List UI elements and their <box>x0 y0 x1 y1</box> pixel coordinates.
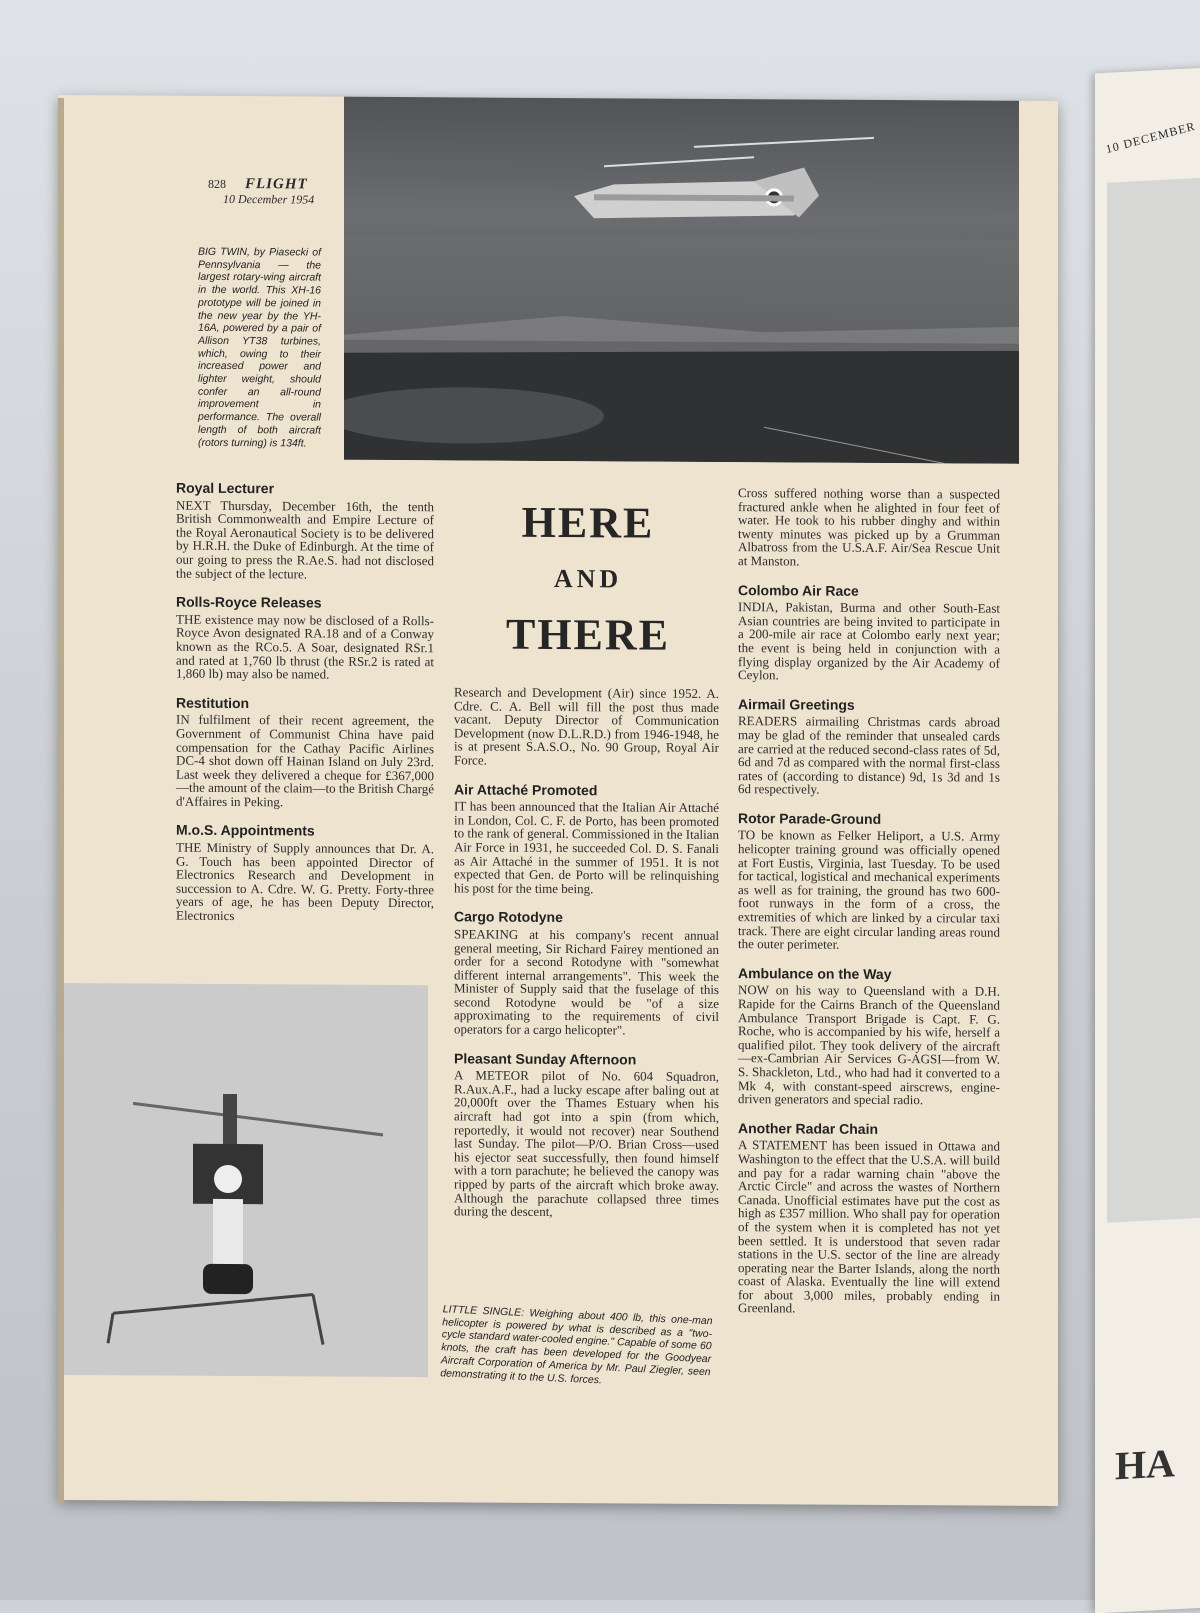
article-heading: Restitution <box>176 694 250 711</box>
issue-date: 10 December 1954 <box>223 191 315 207</box>
masthead-here: HERE <box>521 497 655 548</box>
column-left <box>176 479 434 940</box>
column-right <box>738 486 1000 1333</box>
article-heading: Pleasant Sunday Afternoon <box>454 1050 637 1068</box>
article-heading: M.o.S. Appointments <box>176 822 315 839</box>
article-body: SPEAKING at his company's recent annual general meeting, Sir Richard Fairey mentioned an order for a second Rotodyne with "somewhat different internal arrangements". This week the Minister of Supply said that the fuselage of this second Rotodyne would be "of a size approximating to the requirements of civil operators for a cargo helicopter". <box>454 926 719 1038</box>
masthead-there: THERE <box>505 609 671 660</box>
photo-caption-top: BIG TWIN, by Piasecki of Pennsylvania — the largest rotary-wing aircraft in the world. This XH-16 prototype will be joined in the new year by the YH-16A, powered by a pair of Allison YT38 turbines, which, owing to their increased power and lighter weight, should confer an all-round improvement in performance. The overall length of both aircraft (rotors turning) is 134ft. <box>198 245 321 450</box>
article-body: A STATEMENT has been issued in Ottawa and Washington to the effect that the U.S.A. will build and pay for a radar warning chain "above the Arctic Circle" and across the wastes of Northern Canada. Unofficial estimates have put the cost as high as £357 million. Who shall pay for operation of the system when it is completed has not yet been settled. It is understood that seven radar stations in the U.S. sector of the line are already operating near the Barter Islands, along the north coast of Alaska. Eventually the line will extend for about 3,000 miles, probably ending in Greenland. <box>738 1137 1000 1316</box>
facing-page-photo <box>1107 177 1200 1223</box>
facing-page-date: 10 DECEMBER <box>1104 118 1197 157</box>
article-body: Cross suffered nothing worse than a suspected fractured ankle when he alighted in four feet of water. He took to his rubber dinghy and within twenty minutes was picked up by a Grumman Albatross from the U.S.A.F. Air/Sea Rescue Unit at Manston. <box>738 485 1000 569</box>
article-heading: Rolls-Royce Releases <box>176 593 322 611</box>
magazine-page <box>58 95 1058 1506</box>
page-header <box>208 176 308 194</box>
facing-page <box>1095 67 1200 1613</box>
article-heading: Royal Lecturer <box>176 479 275 497</box>
article-heading: Ambulance on the Way <box>738 964 892 982</box>
article-body: READERS airmailing Christmas cards abroad may be glad of the reminder that unsealed cards are carried at the reduced second-class rates of 5d, 6d and 7d as compared with the normal first-class rates of (according to distance) 9d, 1s 3d and 1s 6d respectively. <box>738 713 1000 797</box>
article-body: IT has been announced that the Italian Air Attaché in London, Col. C. F. de Porto, has been promoted to the rank of general. Commissioned in the Italian Air Force in 1931, he succeeded Col. D. S. Fanali as Air Attaché in the summer of 1951. It is not expected that Gen. de Porto will be relinquishing his post for the time being. <box>454 798 719 896</box>
article-body: THE Ministry of Supply announces that Dr. A. G. Touch has been appointed Director of Electronics Research and Development in succession to A. Cdre. W. G. Pretty. Forty-three years of age, he has been Deputy Director, Electronics <box>176 839 434 924</box>
masthead-and: AND <box>553 563 623 594</box>
photo-caption-bottom: LITTLE SINGLE: Weighing about 400 lb, this one-man helicopter is powered by what is described as a "two-cycle standard water-cooled engine." Capable of some 60 knots, the craft has been developed for the Goodyear Aircraft Corporation of America by Mr. Paul Ziegler, seen demonstrating it to the U.S. forces. <box>440 1303 713 1386</box>
article-body: IN fulfilment of their recent agreement, the Government of Communist China have paid compensation for the Cathay Pacific Airlines DC-4 shot down off Hainan Island on July 23rd. Last week they delivered a cheque for £367,000—the amount of the claim—to the British Chargé d'Affaires in Peking. <box>176 711 434 810</box>
article-heading: Another Radar Chain <box>738 1119 879 1137</box>
article-body: INDIA, Pakistan, Burma and other South-East Asian countries are being invited to participate in a 200-mile air race at Colombo early next year; the event is being held in conjunction with a flying display organized by the Air Academy of Ceylon. <box>738 599 1000 683</box>
article-body: A METEOR pilot of No. 604 Squadron, R.Aux.A.F., had a lucky escape after baling out at 20,000ft over the Thames Estuary when his aircraft had got into a spin (from which, reportedly, it would not recover) near Southend last Sunday. The pilot—P/O. Brian Cross—used his ejector seat successfully, then found himself with a torn parachute; he believed the canopy was ripped by parts of the aircraft which broke away. Although the parachute collapsed three times during the descent, <box>454 1067 719 1220</box>
helicopter-aerial-photo <box>344 95 1019 464</box>
magazine-title: FLIGHT <box>245 176 308 193</box>
article-body: NEXT Thursday, December 16th, the tenth British Commonwealth and Empire Lecture of the Royal Aeronautical Society is to be delivered by H.R.H. the Duke of Edinburgh. At the time of our going to press the R.Ae.S. had not disclosed the subject of the lecture. <box>176 497 434 582</box>
article-heading: Airmail Greetings <box>738 695 855 713</box>
article-body: TO be known as Felker Heliport, a U.S. Army helicopter training ground was officially opened at Fort Eustis, Virginia, last Tuesday. To be used for tactical, logistical and mechanical experiments as well as for training, the ground has two 600-foot runways in the form of a cross, the extremities of which are linked by a circular taxi track. There are eight circular landing areas round the outer perimeter. <box>738 827 1000 952</box>
article-heading: Cargo Rotodyne <box>454 908 563 926</box>
column-middle <box>454 685 719 1235</box>
section-masthead <box>478 498 698 661</box>
page-spine-edge <box>58 98 64 1503</box>
article-heading: Colombo Air Race <box>738 581 859 599</box>
single-helicopter-photo <box>58 983 428 1377</box>
article-heading: Rotor Parade-Ground <box>738 809 882 827</box>
page-number: 828 <box>208 176 226 191</box>
facing-page-headline: HA <box>1115 1440 1175 1489</box>
article-heading: Air Attaché Promoted <box>454 780 598 798</box>
article-body: Research and Development (Air) since 1952. A. Cdre. C. A. Bell will fill the post thus made vacant. Deputy Director of Communication Development (now D.L.R.D.) from 1946-1948, he is at present S.A.S.O., No. 90 Group, Royal Air Force. <box>454 684 719 768</box>
article-body: NOW on his way to Queensland with a D.H. Rapide for the Cairns Branch of the Queensland Ambulance Transport Brigade is Capt. F. G. Roche, who is accompanied by his wife, herself a qualified pilot. They took delivery of the aircraft—ex-Cambrian Air Services G-AGSI—from W. S. Shackleton, Ltd., who had had it converted to a Mk 4, with constant-speed airscrews, engine-driven generators and special radio. <box>738 982 1000 1108</box>
article-body: THE existence may now be disclosed of a Rolls-Royce Avon designated RA.18 and of a Conway known as the RCo.5. A Soar, designated RSr.1 and rated at 1,760 lb thrust (the RSr.2 is rated at 1,860 lb) may also be named. <box>176 611 434 682</box>
